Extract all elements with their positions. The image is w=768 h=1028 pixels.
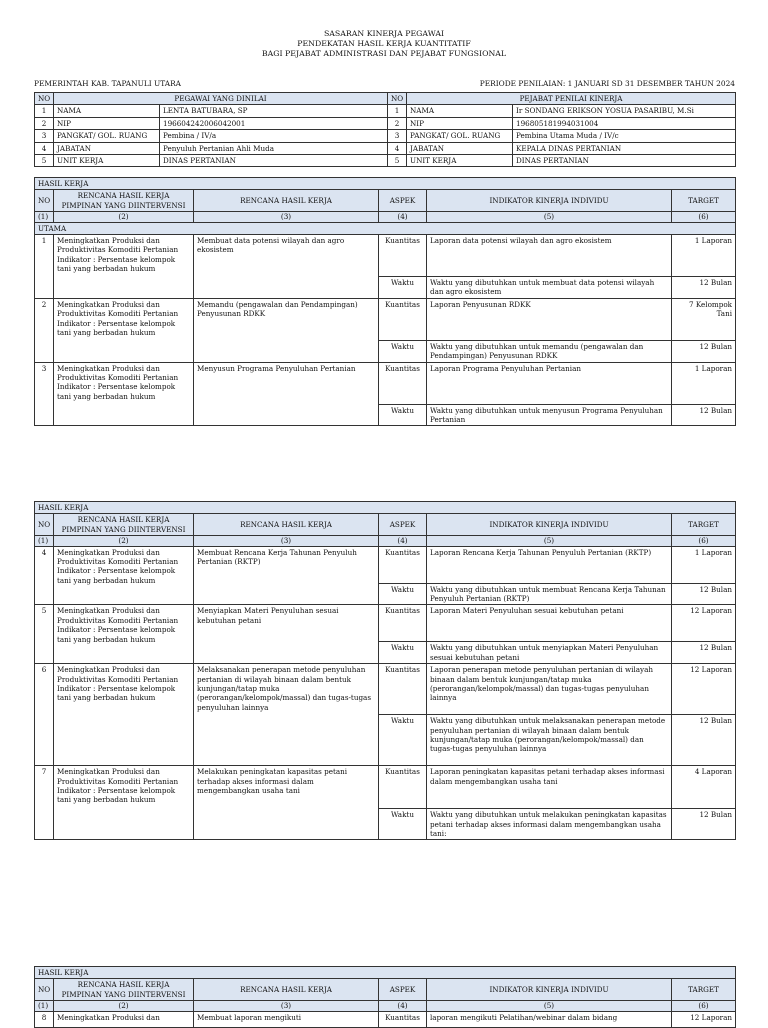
item-aspek-kuantitas: Kuantitas [379,235,427,277]
column-number-row [35,1001,736,1011]
pegawai-row-value: LENTA BATUBARA, SP [160,105,388,117]
hasil-kerja-table-3 [34,966,735,1028]
item-rencana: Menyiapkan Materi Penyuluhan sesuai kebutuhan petani [194,605,379,664]
column-number: (5) [427,536,672,546]
item-indikator-waktu: Waktu yang dibutuhkan untuk memandu (pengawalan dan Pendampingan) Penyusunan RDKK [427,340,672,362]
item-indikator-kuantitas: Laporan data potensi wilayah dan agro ekosistem [427,235,672,277]
penilai-row-value: Ir SONDANG ERIKSON YOSUA PASARIBU, M.Si [513,105,736,117]
penilai-row-no: 1 [388,105,407,117]
item-no: 4 [35,546,54,605]
penilai-row-label: JABATAN [407,142,513,154]
pegawai-row-label: NIP [54,117,160,129]
item-indikator-waktu: Waktu yang dibutuhkan untuk melaksanakan penerapan metode penyuluhan pertanian di wilayah binaan dalam bentuk kunjungan/tatap muka (perorangan/kelompok/massal) dan tugas-tugas penyuluhan lainnya [427,715,672,766]
section-title-row [35,502,736,514]
item-no: 3 [35,362,54,426]
document-header [0,29,768,59]
item-target-waktu: 12 Bulan [672,583,736,605]
section-title: HASIL KERJA [35,967,736,979]
section-title-row [35,967,736,979]
pegawai-row [35,155,736,167]
subsection-title: UTAMA [35,222,736,234]
item-aspek-kuantitas: Kuantitas [379,546,427,583]
col-indikator: INDIKATOR KINERJA INDIVIDU [427,979,672,1001]
penilai-col-no: NO [388,93,407,105]
col-rencana: RENCANA HASIL KERJA [194,514,379,536]
hasil-kerja-table [34,177,736,426]
item-rencana-pimpinan: Meningkatkan Produksi dan Produktivitas Komoditi Pertanian Indikator : Persentase kelompok tani yang berbadan hukum [54,362,194,426]
item-indikator-kuantitas: Laporan penerapan metode penyuluhan pertanian di wilayah binaan dalam bentuk kunjungan/tatap muka (perorangan/kelompok/massal) dan tugas-tugas penyuluhan lainnya [427,664,672,715]
item-indikator-kuantitas: Laporan peningkatan kapasitas petani terhadap akses informasi dalam mengembangkan usaha tani [427,766,672,809]
header-line-3: BAGI PEJABAT ADMINISTRASI DAN PEJABAT FUNGSIONAL [261,49,507,58]
item-rencana-pimpinan: Meningkatkan Produksi dan Produktivitas Komoditi Pertanian Indikator : Persentase kelompok tani yang berbadan hukum [54,605,194,664]
item-rencana-pimpinan: Meningkatkan Produksi dan Produktivitas Komoditi Pertanian Indikator : Persentase kelompok tani yang berbadan hukum [54,766,194,840]
penilai-row-label: NAMA [407,105,513,117]
item-rencana: Melakukan peningkatan kapasitas petani terhadap akses informasi dalam mengembangkan usaha tani [194,766,379,840]
item-rencana-pimpinan: Meningkatkan Produksi dan Produktivitas Komoditi Pertanian Indikator : Persentase kelompok tani yang berbadan hukum [54,546,194,605]
column-number: (2) [54,536,194,546]
col-rencana-pimpinan: RENCANA HASIL KERJA PIMPINAN YANG DIINTERVENSI [54,190,194,212]
penilai-row-value: DINAS PERTANIAN [513,155,736,167]
pegawai-row-value: Penyuluh Pertanian Ahli Muda [160,142,388,154]
col-rencana: RENCANA HASIL KERJA [194,190,379,212]
pegawai-title-right: PEJABAT PENILAI KINERJA [407,93,736,105]
header-line-1: SASARAN KINERJA PEGAWAI [323,29,445,38]
pegawai-col-no: NO [35,93,54,105]
pegawai-row-no: 5 [35,155,54,167]
col-no: NO [35,979,54,1001]
table-row [35,766,736,809]
header-row [35,514,736,536]
item-aspek-waktu: Waktu [379,340,427,362]
column-number: (2) [54,1001,194,1011]
item-aspek-waktu: Waktu [379,809,427,840]
item-target-kuantitas: 12 Laporan [672,605,736,642]
pegawai-row [35,142,736,154]
item-aspek-kuantitas: Kuantitas [379,766,427,809]
item-target-kuantitas: 7 Kelompok Tani [672,298,736,340]
column-number: (1) [35,1001,54,1011]
hasil-kerja-table [34,501,736,840]
table-row [35,546,736,583]
item-no: 5 [35,605,54,664]
pegawai-row-label: UNIT KERJA [54,155,160,167]
column-number: (3) [194,212,379,222]
item-aspek-waktu: Waktu [379,583,427,605]
column-number: (4) [379,536,427,546]
pegawai-row-no: 3 [35,130,54,142]
pegawai-rows [35,105,736,167]
periode-label: PERIODE PENILAIAN: 1 JANUARI SD 31 DESEMBER TAHUN 2024 [479,79,735,88]
item-rencana: Melaksanakan penerapan metode penyuluhan pertanian di wilayah binaan dalam bentuk kunjungan/tatap muka (perorangan/kelompok/massal) dan tugas-tugas penyuluhan lainnya [194,664,379,766]
pegawai-row-no: 1 [35,105,54,117]
item-rencana: Memandu (pengawalan dan Pendampingan) Penyusunan RDKK [194,298,379,362]
column-number: (6) [672,1001,736,1011]
item-target-waktu: 12 Bulan [672,277,736,299]
column-number-row [35,212,736,222]
column-number: (3) [194,1001,379,1011]
item-rencana: Membuat Rencana Kerja Tahunan Penyuluh Pertanian (RKTP) [194,546,379,605]
pegawai-row-value: Pembina / IV/a [160,130,388,142]
item-aspek-kuantitas: Kuantitas [379,362,427,404]
item-rencana-pimpinan: Meningkatkan Produksi dan Produktivitas Komoditi Pertanian Indikator : Persentase kelompok tani yang berbadan hukum [54,298,194,362]
pegawai-row-label: PANGKAT/ GOL. RUANG [54,130,160,142]
item-aspek-kuantitas: Kuantitas [379,664,427,715]
pegawai-row-no: 2 [35,117,54,129]
item-no: 6 [35,664,54,766]
item-no: 1 [35,235,54,299]
col-no: NO [35,190,54,212]
col-indikator: INDIKATOR KINERJA INDIVIDU [427,514,672,536]
item-indikator-kuantitas: Laporan Rencana Kerja Tahunan Penyuluh Pertanian (RKTP) [427,546,672,583]
column-number: (4) [379,1001,427,1011]
item-target-kuantitas: 1 Laporan [672,362,736,404]
item-target-kuantitas: 1 Laporan [672,546,736,583]
column-number: (3) [194,536,379,546]
item-no: 7 [35,766,54,840]
col-target: TARGET [672,190,736,212]
item-indikator-waktu: Waktu yang dibutuhkan untuk membuat data potensi wilayah dan agro ekosistem [427,277,672,299]
column-number: (2) [54,212,194,222]
penilai-row-no: 5 [388,155,407,167]
col-rencana-pimpinan: RENCANA HASIL KERJA PIMPINAN YANG DIINTERVENSI [54,979,194,1001]
col-aspek: ASPEK [379,979,427,1001]
item-rencana-pimpinan: Meningkatkan Produksi dan Produktivitas Komoditi Pertanian Indikator : Persentase kelompok tani yang berbadan hukum [54,235,194,299]
header-row [35,979,736,1001]
penilai-row-label: PANGKAT/ GOL. RUANG [407,130,513,142]
col-target: TARGET [672,514,736,536]
col-indikator: INDIKATOR KINERJA INDIVIDU [427,190,672,212]
item-aspek-waktu: Waktu [379,642,427,664]
item-target-waktu: 12 Bulan [672,642,736,664]
column-number: (6) [672,536,736,546]
col-no: NO [35,514,54,536]
column-number: (5) [427,212,672,222]
item-indikator-kuantitas: laporan mengikuti Pelatihan/webinar dalam bidang [427,1011,672,1027]
item-indikator-waktu: Waktu yang dibutuhkan untuk membuat Rencana Kerja Tahunan Penyuluh Pertanian (RKTP) [427,583,672,605]
item-aspek-kuantitas: Kuantitas [379,1011,427,1027]
item-aspek-waktu: Waktu [379,715,427,766]
col-aspek: ASPEK [379,190,427,212]
item-indikator-waktu: Waktu yang dibutuhkan untuk menyiapkan Materi Penyuluhan sesuai kebutuhan petani [427,642,672,664]
pegawai-row-value: DINAS PERTANIAN [160,155,388,167]
pegawai-row-label: JABATAN [54,142,160,154]
pegawai-table-wrap [34,92,735,167]
col-rencana-pimpinan: RENCANA HASIL KERJA PIMPINAN YANG DIINTERVENSI [54,514,194,536]
table-row [35,605,736,642]
penilai-row-label: UNIT KERJA [407,155,513,167]
pegawai-title-left: PEGAWAI YANG DINILAI [54,93,388,105]
column-number: (1) [35,536,54,546]
item-aspek-kuantitas: Kuantitas [379,605,427,642]
item-no: 2 [35,298,54,362]
table-row [35,1011,736,1027]
item-rencana: Membuat laporan mengikuti [194,1011,379,1027]
item-target-kuantitas: 4 Laporan [672,766,736,809]
item-target-waktu: 12 Bulan [672,404,736,426]
subsection-row [35,222,736,234]
item-indikator-waktu: Waktu yang dibutuhkan untuk menyusun Programa Penyuluhan Pertanian [427,404,672,426]
item-target-waktu: 12 Bulan [672,340,736,362]
section-title-row [35,178,736,190]
table-row [35,298,736,340]
item-rencana-pimpinan: Meningkatkan Produksi dan [54,1011,194,1027]
item-target-kuantitas: 1 Laporan [672,235,736,277]
penilai-row-no: 4 [388,142,407,154]
column-number-row [35,536,736,546]
hasil-kerja-table [34,966,736,1028]
item-target-kuantitas: 12 Laporan [672,664,736,715]
penilai-row-no: 2 [388,117,407,129]
column-number: (4) [379,212,427,222]
hasil-kerja-table-2 [34,501,735,840]
column-number: (5) [427,1001,672,1011]
col-rencana: RENCANA HASIL KERJA [194,979,379,1001]
penilai-row-value: 196805181994031004 [513,117,736,129]
col-aspek: ASPEK [379,514,427,536]
item-indikator-waktu: Waktu yang dibutuhkan untuk melakukan peningkatan kapasitas petani terhadap akses informasi dalam mengembangkan usaha tani: [427,809,672,840]
penilai-row-no: 3 [388,130,407,142]
penilai-row-value: Pembina Utama Muda / IV/c [513,130,736,142]
col-target: TARGET [672,979,736,1001]
section-title: HASIL KERJA [35,502,736,514]
item-rencana: Membuat data potensi wilayah dan agro ekosistem [194,235,379,299]
pegawai-row-no: 4 [35,142,54,154]
pegawai-row [35,117,736,129]
item-aspek-kuantitas: Kuantitas [379,298,427,340]
section-title: HASIL KERJA [35,178,736,190]
item-target-waktu: 12 Bulan [672,715,736,766]
item-indikator-kuantitas: Laporan Materi Penyuluhan sesuai kebutuhan petani [427,605,672,642]
item-indikator-kuantitas: Laporan Penyusunan RDKK [427,298,672,340]
table-row [35,362,736,404]
pegawai-row [35,130,736,142]
item-rencana-pimpinan: Meningkatkan Produksi dan Produktivitas Komoditi Pertanian Indikator : Persentase kelompok tani yang berbadan hukum [54,664,194,766]
item-aspek-waktu: Waktu [379,404,427,426]
header-row [35,190,736,212]
instansi-label: PEMERINTAH KAB. TAPANULI UTARA [34,79,181,88]
penilai-row-label: NIP [407,117,513,129]
item-target-waktu: 12 Bulan [672,809,736,840]
item-target-kuantitas: 12 Laporan [672,1011,736,1027]
column-number: (1) [35,212,54,222]
header-line-2: PENDEKATAN HASIL KERJA KUANTITATIF [297,39,471,48]
pegawai-row-value: 196604242006042001 [160,117,388,129]
pegawai-table [34,92,736,167]
hasil-kerja-table-1 [34,177,735,426]
table-row [35,664,736,715]
pegawai-row-label: NAMA [54,105,160,117]
column-number: (6) [672,212,736,222]
item-no: 8 [35,1011,54,1027]
table-row [35,235,736,277]
penilai-row-value: KEPALA DINAS PERTANIAN [513,142,736,154]
pegawai-row [35,105,736,117]
item-aspek-waktu: Waktu [379,277,427,299]
item-rencana: Menyusun Programa Penyuluhan Pertanian [194,362,379,426]
item-indikator-kuantitas: Laporan Programa Penyuluhan Pertanian [427,362,672,404]
